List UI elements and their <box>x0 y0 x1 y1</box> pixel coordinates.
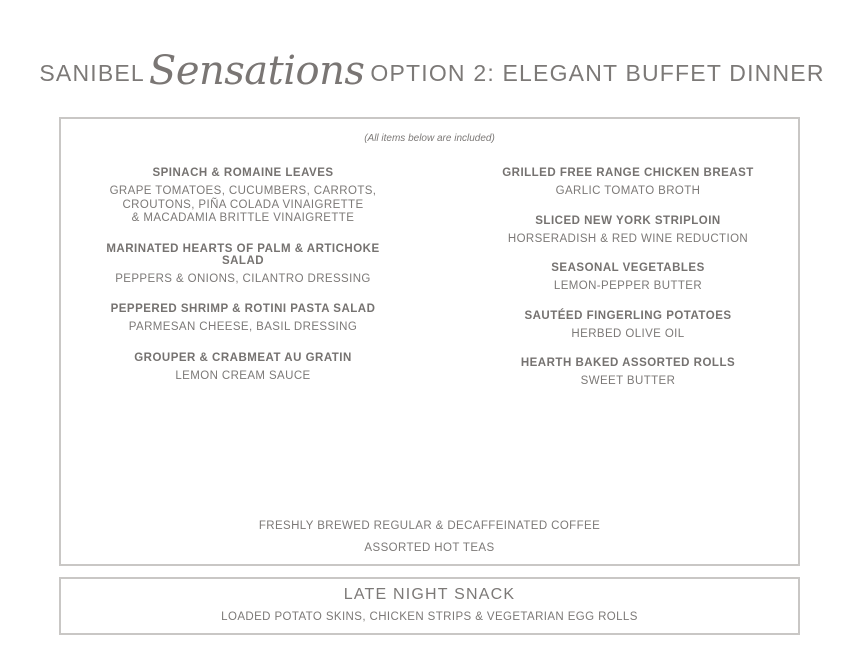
menu-item-desc: PEPPERS & ONIONS, CILANTRO DRESSING <box>115 272 371 285</box>
menu-item-title: PEPPERED SHRIMP & ROTINI PASTA SALAD <box>110 303 376 315</box>
menu-item <box>471 357 785 389</box>
menu-item-desc: HORSERADISH & RED WINE REDUCTION <box>507 232 749 245</box>
menu-item <box>471 167 785 199</box>
menu-item <box>471 310 785 342</box>
menu-item-title: HEARTH BAKED ASSORTED ROLLS <box>520 357 736 369</box>
menu-item-title: GRILLED FREE RANGE CHICKEN BREAST <box>502 167 754 179</box>
menu-item-desc: GRAPE TOMATOES, CUCUMBERS, CARROTS, <box>109 185 377 197</box>
menu-item-desc: HERBED OLIVE OIL <box>571 327 685 340</box>
menu-item-title: SEASONAL VEGETABLES <box>551 262 705 274</box>
beverage-coffee: FRESHLY BREWED REGULAR & DECAFFEINATED COFFEE <box>258 520 601 532</box>
menu-item-title: SLICED NEW YORK STRIPLOIN <box>535 214 721 227</box>
beverage-teas: ASSORTED HOT TEAS <box>364 542 495 554</box>
brand-name-left: SANIBEL <box>39 59 145 86</box>
menu-item-title: SPINACH & ROMAINE LEAVES <box>152 167 334 179</box>
menu-item-desc: SWEET BUTTER <box>580 375 676 387</box>
menu-item-title: MARINATED HEARTS OF PALM & ARTICHOKE SALAD <box>106 242 380 267</box>
menu-item-desc: LEMON-PEPPER BUTTER <box>553 280 703 292</box>
menu-item-title: SAUTÉED FINGERLING POTATOES <box>524 309 732 322</box>
late-night-snack-box <box>59 577 800 635</box>
menu-item-desc: CROUTONS, PIÑA COLADA VINAIGRETTE <box>122 198 364 211</box>
page-header <box>0 38 864 108</box>
menu-box <box>59 117 800 566</box>
menu-item-title: GROUPER & CRABMEAT AU GRATIN <box>134 351 352 364</box>
snack-title: LATE NIGHT SNACK <box>343 586 516 603</box>
included-note: (All items below are included) <box>364 133 495 144</box>
menu-item <box>87 303 399 335</box>
menu-item <box>471 215 785 247</box>
menu-item <box>87 167 399 226</box>
menu-item-desc: PARMESAN CHEESE, BASIL DRESSING <box>128 321 358 333</box>
page-title: OPTION 2: ELEGANT BUFFET DINNER <box>370 59 825 86</box>
menu-column-left <box>87 167 399 400</box>
menu-item-desc: LEMON CREAM SAUCE <box>175 369 311 382</box>
snack-items: LOADED POTATO SKINS, CHICKEN STRIPS & VEGETARIAN EGG ROLLS <box>221 611 638 623</box>
menu-item-desc: GARLIC TOMATO BROTH <box>555 185 701 197</box>
menu-item-desc: & MACADAMIA BRITTLE VINAIGRETTE <box>131 212 355 224</box>
brand-name-script: Sensations <box>148 48 365 94</box>
menu-item <box>471 262 785 294</box>
menu-item <box>87 243 399 287</box>
menu-column-right <box>471 167 785 405</box>
menu-item <box>87 352 399 384</box>
